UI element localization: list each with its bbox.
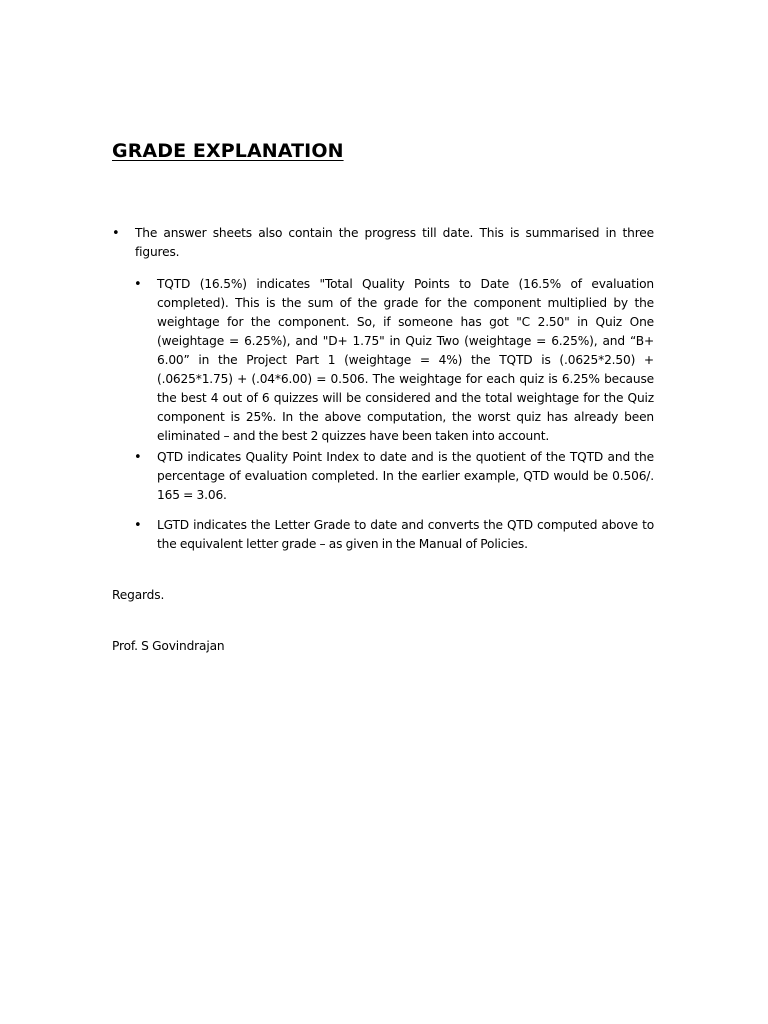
bullet-icon: • [134, 518, 142, 533]
qtd-paragraph: QTD indicates Quality Point Index to date and is the quotient of the TQTD and the percentage of evaluation completed. In the earlier example, QTD would be 0.506/. 165 = 3.06. [157, 450, 654, 502]
intro-paragraph: The answer sheets also contain the progress till date. This is summarised in three figures. [135, 226, 654, 259]
closing-text: Regards. [112, 588, 165, 602]
page-title: GRADE EXPLANATION [112, 140, 344, 162]
signature-text: Prof. S Govindrajan [112, 639, 225, 653]
tqtd-paragraph: TQTD (16.5%) indicates "Total Quality Points to Date (16.5% of evaluation completed). This is the sum of the grade for the component multiplied by the weightage for the component. So, if someone has got "C 2.50" in Quiz One (weightage = 6.25%), and "D+ 1.75" in Quiz Two (weightage = 6.25%), and “B+ 6.00” in the Project Part 1 (weightage = 4%) the TQTD is (.0625*2.50) + (.0625*1.75) + (.04*6.00) = 0.506. The weightage for each quiz is 6.25% because the best 4 out of 6 quizzes will be considered and the total weightage for the Quiz component is 25%. In the above computation, the worst quiz has already been eliminated – and the best 2 quizzes have been taken into account. [157, 277, 654, 443]
lgtd-paragraph: LGTD indicates the Letter Grade to date and converts the QTD computed above to the equivalent letter grade – as given in the Manual of Policies. [157, 518, 654, 551]
bullet-icon: • [134, 277, 142, 292]
bullet-icon: • [134, 450, 142, 465]
bullet-icon: • [112, 226, 120, 241]
